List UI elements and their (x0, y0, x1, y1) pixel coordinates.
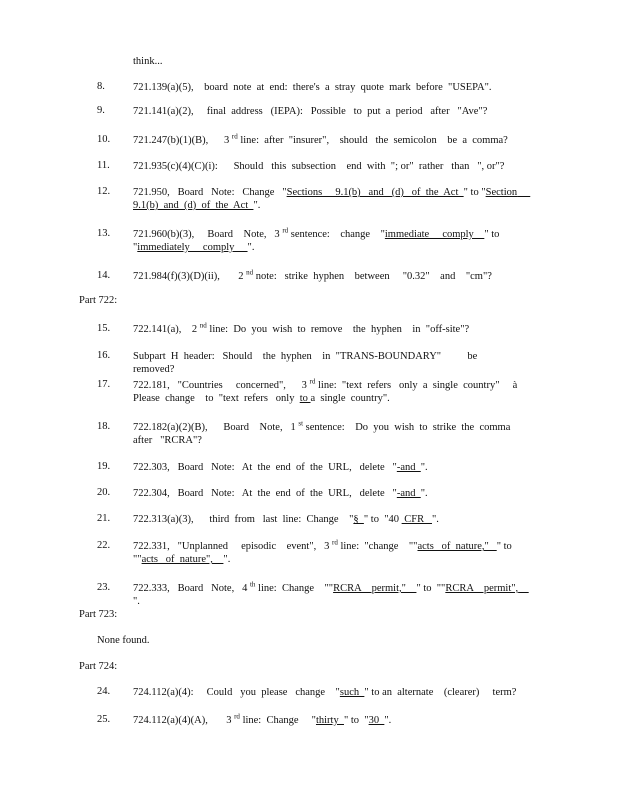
item-text-segment: 721.960(b)(3), Board Note, 3 (133, 229, 283, 240)
item-number: 17. (97, 379, 111, 390)
ordinal-suffix: th (249, 580, 256, 589)
item-text-segment: ". (253, 200, 261, 211)
item-text-segment: 721.247(b)(1)(B), 3 (133, 135, 232, 146)
item-text-segment: 724.112(a)(4): Could you please change " (133, 687, 340, 698)
item-number: 25. (97, 714, 111, 725)
item-number: 19. (97, 461, 111, 472)
item-text-segment: 721.139(a)(5), board note at end: there's a stray quote mark before "USEPA". (133, 82, 492, 93)
item-text (133, 686, 522, 699)
underlined-text: immediate comply (384, 229, 485, 240)
item-text (133, 580, 529, 608)
item-number: 21. (97, 513, 111, 524)
item-text (133, 421, 522, 447)
item-text-segment: ". (223, 554, 231, 565)
item-number: 18. (97, 421, 111, 432)
item-number: 10. (97, 134, 111, 145)
ordinal-suffix: rd (231, 132, 238, 141)
item-text-segment: ". (247, 242, 255, 253)
item-text (133, 81, 522, 94)
item-text (133, 540, 522, 566)
item-number: 12. (97, 186, 111, 197)
item-text-segment: 721.141(a)(2), final address (IEPA): Possible to put a period after "Ave"? (133, 106, 488, 117)
item-text-segment: line: Change "" (255, 583, 334, 594)
item-number: 14. (97, 270, 111, 281)
part-722-heading: Part 722: (79, 295, 118, 306)
item-number: 24. (97, 686, 111, 697)
item-number: 20. (97, 487, 111, 498)
item-text-segment: " to " (343, 715, 369, 726)
ordinal-suffix: rd (332, 538, 338, 547)
underlined-text: Sections 9.1(b) and (d) of the Act (286, 187, 464, 198)
item-text (133, 714, 522, 727)
item-text-segment: " to "40 (363, 514, 402, 525)
item-text-segment: line: "text refers only a single country" à Please change to "text refers only (133, 380, 526, 404)
item-text-segment: " to "" (416, 583, 446, 594)
item-text-segment: " to " (463, 187, 486, 198)
item-text-segment: sentence: change " (288, 229, 385, 240)
item-text-segment: 721.935(c)(4)(C)(i): Should this subsection end with "; or" rather than ", or"? (133, 161, 505, 172)
item-text-segment: 722.141(a), 2 (133, 324, 200, 335)
underlined-text: 30 (368, 715, 385, 726)
item-text-segment: 722.304, Board Note: At the end of the URL, delete " (133, 488, 397, 499)
item-text-segment: ". (133, 596, 140, 607)
item-text-segment: 722.303, Board Note: At the end of the URL, delete " (133, 462, 397, 473)
item-text (133, 228, 522, 254)
item-text-segment: line: Do you wish to remove the hyphen in "off-site"? (206, 324, 470, 335)
underlined-text: RCRA permit", (445, 583, 529, 594)
item-text-segment: sentence: Do you wish to strike the comma after "RCRA"? (133, 422, 524, 446)
item-text-segment: 724.112(a)(4)(A), 3 (133, 715, 235, 726)
item-text (133, 513, 522, 526)
ordinal-suffix: rd (309, 377, 316, 386)
item-number: 8. (97, 81, 105, 92)
item-text (133, 461, 522, 474)
item-text-segment: line: after "insurer", should the semicolon be a comma? (237, 135, 508, 146)
part-724-heading: Part 724: (79, 661, 118, 672)
underlined-text: RCRA permit," (333, 583, 417, 594)
item-text-segment: ". (420, 462, 428, 473)
item-text-segment: " to an alternate (clearer) term? (364, 687, 517, 698)
item-number: 23. (97, 582, 111, 593)
ordinal-suffix: rd (282, 226, 289, 235)
item-number: 15. (97, 323, 111, 334)
item-text-segment: 722.313(a)(3), third from last line: Change " (133, 514, 354, 525)
underlined-text: -and (396, 488, 421, 499)
item-text-segment: Subpart H header: Should the hyphen in "TRANS-BOUNDARY" be removed? (133, 351, 483, 375)
underlined-text: Section 9.1(b) and (d) of the Act (133, 187, 531, 211)
item-text-segment: ". (384, 715, 392, 726)
item-text (133, 105, 522, 118)
item-number: 13. (97, 228, 111, 239)
item-text-segment: ". (431, 514, 439, 525)
item-text-segment: 722.182(a)(2)(B), Board Note, 1 (133, 422, 299, 433)
item-text-segment: line: Change " (239, 715, 316, 726)
item-number: 22. (97, 540, 111, 551)
item-text (133, 350, 522, 376)
ordinal-suffix: nd (199, 321, 207, 330)
item-number: 9. (97, 105, 105, 116)
underlined-text: § (353, 514, 364, 525)
underlined-text: such (339, 687, 365, 698)
ordinal-suffix: nd (246, 268, 254, 277)
item-text-segment: 722.331, "Unplanned episodic event", 3 (133, 541, 332, 552)
item-number: 11. (97, 160, 110, 171)
underlined-text: immediately comply (137, 242, 248, 253)
underlined-text: acts of nature", (141, 554, 224, 565)
item-text-segment: 721.984(f)(3)(D)(ii), 2 (133, 271, 247, 282)
ordinal-suffix: st (298, 419, 304, 428)
item-text (133, 487, 522, 500)
item-text (133, 323, 522, 336)
item-text-segment: 722.333, Board Note, 4 (133, 583, 250, 594)
item-number: 16. (97, 350, 111, 361)
part-723-none-found: None found. (97, 635, 150, 646)
item-text (133, 160, 522, 173)
underlined-text: -and (396, 462, 421, 473)
ordinal-suffix: rd (234, 712, 240, 721)
item-text-segment: line: "change "" (337, 541, 418, 552)
item-text-segment: 721.950, Board Note: Change " (133, 187, 287, 198)
item-text-segment: 722.181, "Countries concerned", 3 (133, 380, 310, 391)
underlined-text: acts of nature," (417, 541, 497, 552)
item-text (133, 270, 522, 283)
item-text-segment: " to " (133, 229, 505, 253)
part-723-heading: Part 723: (79, 609, 118, 620)
item-text (133, 377, 526, 405)
item-text-segment: a single country". (310, 393, 390, 404)
underlined-text: to (299, 393, 311, 404)
underlined-text: thirty (315, 715, 344, 726)
item-text-segment: ". (420, 488, 428, 499)
item-text-segment: " to "" (133, 541, 518, 565)
underlined-text: CFR (401, 514, 432, 525)
item-text-segment: note: strike hyphen between "0.32" and "cm"? (253, 271, 492, 282)
lead-in-text: think... (133, 56, 163, 67)
item-text (133, 186, 531, 212)
item-text (133, 134, 522, 147)
